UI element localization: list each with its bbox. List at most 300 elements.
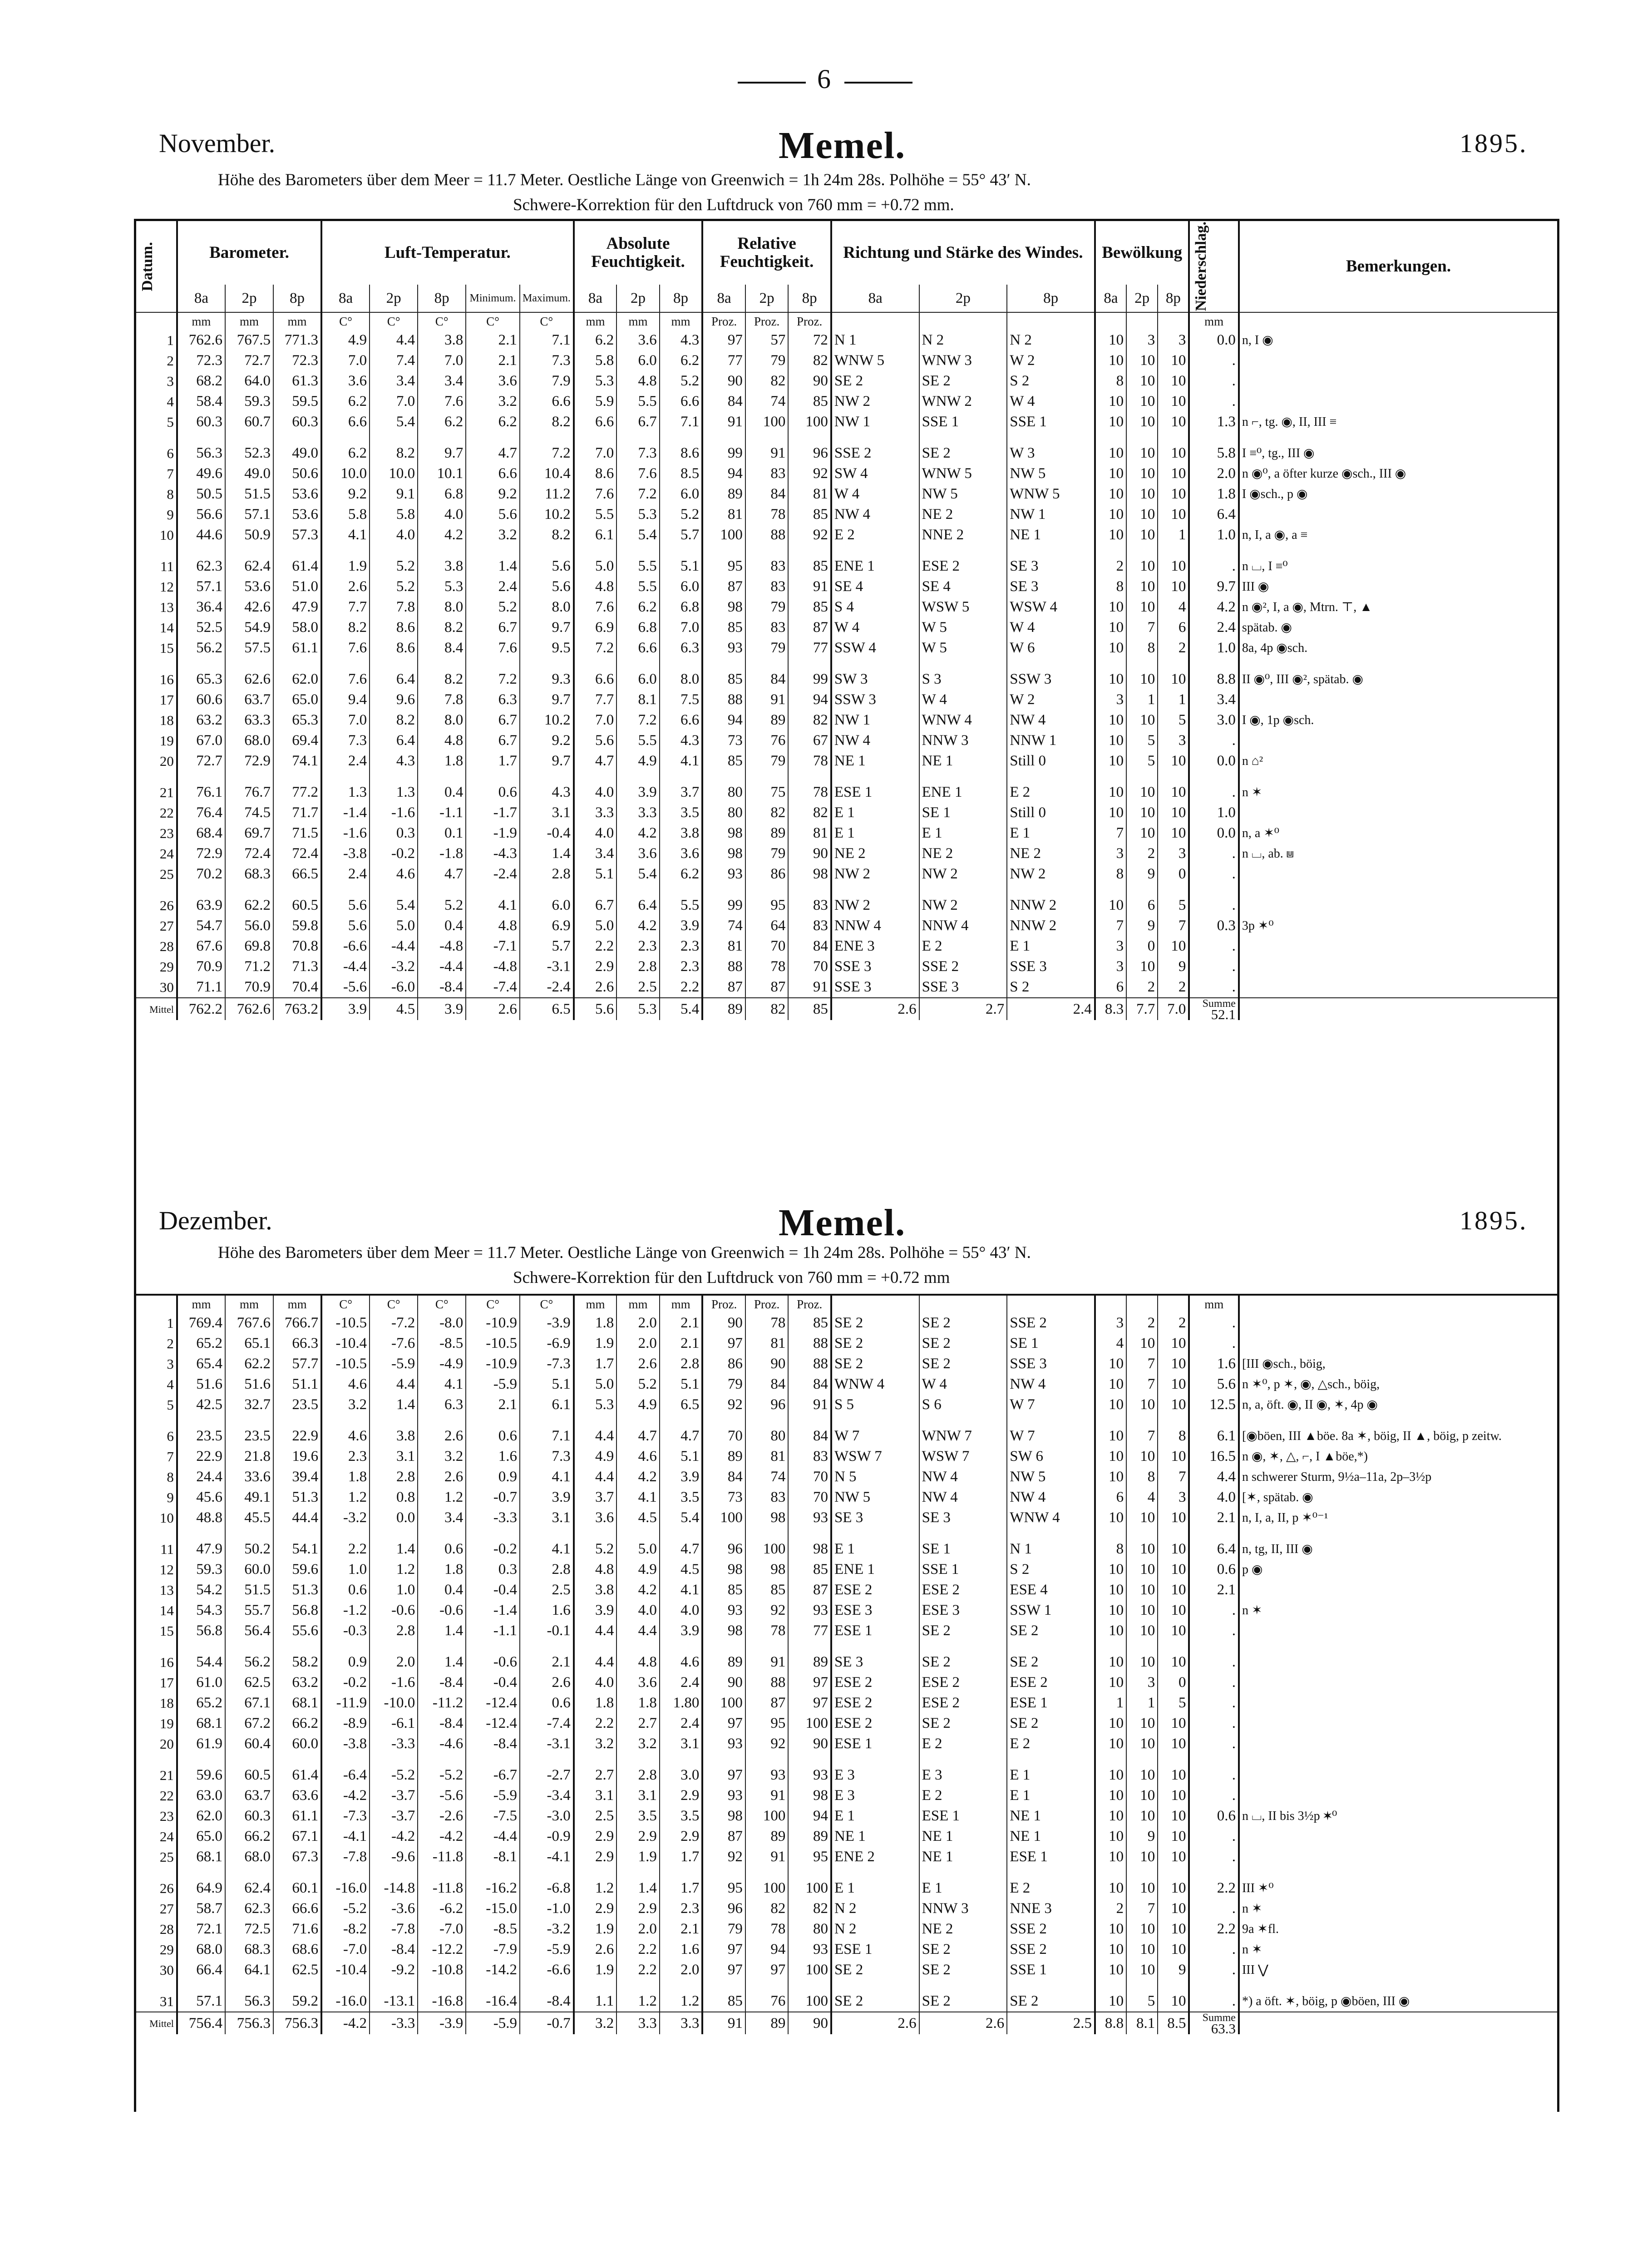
table-cell: -5.2 bbox=[370, 1765, 418, 1785]
table-cell: 10 bbox=[1158, 1878, 1189, 1898]
unit-cell: mm bbox=[273, 312, 321, 330]
table-cell: 2.7 bbox=[574, 1765, 617, 1785]
table-cell: 69.4 bbox=[273, 730, 321, 751]
table-cell: 4.9 bbox=[321, 330, 370, 350]
table-cell: 5.0 bbox=[574, 556, 617, 577]
table-cell: 93 bbox=[702, 1785, 745, 1806]
table-cell: 97 bbox=[702, 1713, 745, 1734]
table-cell: NE 1 bbox=[1007, 525, 1095, 545]
table-cell: 7.6 bbox=[418, 391, 466, 412]
table-cell: . bbox=[1189, 895, 1239, 916]
table-cell: 10 bbox=[1158, 823, 1189, 843]
table-cell: 4.9 bbox=[616, 751, 660, 771]
nov-hdr-temp-min: Minimum. bbox=[466, 285, 520, 312]
table-cell: 10 bbox=[1158, 1580, 1189, 1600]
remark-cell: 3p ✶⁰ bbox=[1239, 916, 1557, 936]
table-cell: 0.6 bbox=[1189, 1806, 1239, 1826]
nov-header-precip: Niederschlag. bbox=[1189, 221, 1239, 312]
table-cell: 1.0 bbox=[321, 1559, 370, 1580]
table-cell: . bbox=[1189, 1313, 1239, 1333]
mean-label: Mittel bbox=[149, 2017, 174, 2029]
table-cell: 65.3 bbox=[273, 710, 321, 730]
table-cell: 9 bbox=[1126, 916, 1158, 936]
table-cell: 61.3 bbox=[273, 371, 321, 391]
table-row bbox=[136, 751, 1557, 771]
table-cell: 52.5 bbox=[177, 617, 225, 638]
table-cell: 3.9 bbox=[616, 782, 660, 803]
table-cell: 10 bbox=[1158, 412, 1189, 432]
table-cell: 56.8 bbox=[273, 1600, 321, 1621]
table-cell: 2.9 bbox=[574, 957, 617, 977]
table-cell: 64.9 bbox=[177, 1878, 225, 1898]
table-cell: 93 bbox=[788, 1765, 831, 1785]
gap-cell bbox=[177, 432, 225, 443]
nov-hdr-temp-max: Maximum. bbox=[520, 285, 574, 312]
table-cell: 9 bbox=[1126, 1826, 1158, 1847]
table-cell: 5.2 bbox=[660, 371, 703, 391]
table-cell: E 1 bbox=[831, 803, 919, 823]
table-cell: 66.5 bbox=[273, 864, 321, 884]
remark-cell: n ⌐, tg. ◉, II, III ≡ bbox=[1239, 412, 1557, 432]
table-cell: 4.2 bbox=[616, 1580, 660, 1600]
table-cell: 44.4 bbox=[273, 1508, 321, 1528]
table-cell: 4.0 bbox=[370, 525, 418, 545]
table-cell: 57.1 bbox=[225, 504, 273, 525]
gap-cell bbox=[616, 658, 660, 669]
table-row bbox=[136, 1847, 1557, 1867]
table-cell: 10 bbox=[1095, 1600, 1126, 1621]
day-cell: 3 bbox=[167, 1356, 174, 1372]
table-cell: 6.6 bbox=[616, 638, 660, 658]
table-row bbox=[136, 525, 1557, 545]
day-cell: 8 bbox=[167, 486, 174, 502]
table-cell: 68.3 bbox=[225, 1939, 273, 1960]
table-cell: NNW 4 bbox=[831, 916, 919, 936]
table-cell: 7.3 bbox=[616, 443, 660, 463]
gap-cell bbox=[745, 771, 789, 782]
table-cell: -2.4 bbox=[466, 864, 520, 884]
gap-cell bbox=[1239, 884, 1557, 895]
table-cell: NNW 4 bbox=[919, 916, 1007, 936]
gap-cell bbox=[1189, 1415, 1239, 1426]
table-cell: 81 bbox=[788, 823, 831, 843]
mean-cell: 2.6 bbox=[466, 998, 520, 1020]
table-cell: W 7 bbox=[1007, 1395, 1095, 1415]
table-cell: 60.4 bbox=[225, 1734, 273, 1754]
gap-cell bbox=[177, 545, 225, 556]
table-cell: 5.8 bbox=[1189, 443, 1239, 463]
table-cell: 4.6 bbox=[660, 1652, 703, 1672]
table-cell: 10.2 bbox=[520, 710, 574, 730]
mean-cell: 89 bbox=[702, 998, 745, 1020]
table-cell: 60.5 bbox=[273, 895, 321, 916]
day-cell: 25 bbox=[159, 1849, 174, 1865]
unit-cell: mm bbox=[177, 312, 225, 330]
table-cell: 89 bbox=[702, 1652, 745, 1672]
table-cell: 5.4 bbox=[660, 1508, 703, 1528]
table-cell: 23.5 bbox=[273, 1395, 321, 1415]
table-row bbox=[136, 823, 1557, 843]
table-cell: 5.0 bbox=[370, 916, 418, 936]
table-cell: 85 bbox=[788, 597, 831, 617]
table-cell: 10 bbox=[1126, 391, 1158, 412]
unit-cell: mm bbox=[1189, 1295, 1239, 1313]
table-cell: -3.9 bbox=[520, 1313, 574, 1333]
table-cell: 85 bbox=[788, 556, 831, 577]
table-cell: 72.5 bbox=[225, 1919, 273, 1939]
gap-cell bbox=[136, 658, 177, 669]
table-cell: 71.2 bbox=[225, 957, 273, 977]
table-cell: 79 bbox=[702, 1374, 745, 1395]
table-cell: 10 bbox=[1095, 350, 1126, 371]
table-cell: SE 2 bbox=[919, 1960, 1007, 1980]
table-cell: 9.7 bbox=[520, 617, 574, 638]
table-cell: 4.0 bbox=[1189, 1487, 1239, 1508]
nov-header-cloud: Bewölkung bbox=[1095, 221, 1189, 285]
table-cell: 70.4 bbox=[273, 977, 321, 998]
table-cell: 1 bbox=[1126, 690, 1158, 710]
table-cell: 10 bbox=[1126, 577, 1158, 597]
table-row bbox=[136, 895, 1557, 916]
table-cell: 5.5 bbox=[660, 895, 703, 916]
table-cell: E 3 bbox=[831, 1765, 919, 1785]
table-cell: 10 bbox=[1095, 1580, 1126, 1600]
table-cell: 92 bbox=[702, 1395, 745, 1415]
gap-cell bbox=[1095, 1867, 1126, 1878]
table-cell: 2.9 bbox=[574, 1898, 617, 1919]
remark-cell bbox=[1239, 1333, 1557, 1354]
table-cell: 57 bbox=[745, 330, 789, 350]
table-cell: E 1 bbox=[919, 823, 1007, 843]
table-cell: 6.7 bbox=[466, 710, 520, 730]
table-cell: 91 bbox=[745, 690, 789, 710]
mean-row bbox=[136, 2012, 1557, 2034]
remark-cell bbox=[1239, 350, 1557, 371]
table-row bbox=[136, 1960, 1557, 1980]
gap-cell bbox=[520, 1754, 574, 1765]
table-cell: 7.6 bbox=[574, 597, 617, 617]
table-cell: 78 bbox=[745, 1621, 789, 1641]
table-row bbox=[136, 484, 1557, 504]
table-cell: 4.9 bbox=[616, 1559, 660, 1580]
table-cell: 63.2 bbox=[273, 1672, 321, 1693]
table-cell: WNW 4 bbox=[919, 710, 1007, 730]
remark-cell: n ✶ bbox=[1239, 1939, 1557, 1960]
table-cell: -8.4 bbox=[370, 1939, 418, 1960]
table-row bbox=[136, 617, 1557, 638]
table-cell: 9.7 bbox=[520, 690, 574, 710]
table-cell: SSE 2 bbox=[1007, 1313, 1095, 1333]
table-cell: 6.3 bbox=[660, 638, 703, 658]
table-cell: 91 bbox=[745, 443, 789, 463]
remark-cell bbox=[1239, 1652, 1557, 1672]
table-cell: . bbox=[1189, 371, 1239, 391]
table-cell: 54.2 bbox=[177, 1580, 225, 1600]
table-cell: 49.1 bbox=[225, 1487, 273, 1508]
table-row bbox=[136, 1621, 1557, 1641]
table-cell: -7.4 bbox=[466, 977, 520, 998]
table-cell: . bbox=[1189, 1693, 1239, 1713]
table-cell: NE 1 bbox=[919, 1847, 1007, 1867]
table-cell: 2.6 bbox=[321, 577, 370, 597]
table-row bbox=[136, 1354, 1557, 1374]
gap-cell bbox=[702, 1528, 745, 1539]
table-cell: -4.4 bbox=[418, 957, 466, 977]
table-cell: 10 bbox=[1095, 1426, 1126, 1446]
unit-cell: mm bbox=[1189, 312, 1239, 330]
gap-cell bbox=[919, 1980, 1007, 1991]
gap-cell bbox=[418, 1528, 466, 1539]
table-cell: 1.8 bbox=[616, 1693, 660, 1713]
table-cell: 78 bbox=[745, 504, 789, 525]
table-cell: 6.2 bbox=[574, 330, 617, 350]
gap-cell bbox=[370, 1528, 418, 1539]
gap-cell bbox=[273, 432, 321, 443]
table-cell: 6.2 bbox=[466, 412, 520, 432]
table-cell: 9.2 bbox=[321, 484, 370, 504]
remark-cell: n ⌴, ab. ⩏ bbox=[1239, 843, 1557, 864]
table-cell: W 5 bbox=[919, 638, 1007, 658]
table-cell: -10.0 bbox=[370, 1693, 418, 1713]
table-cell: 93 bbox=[702, 1734, 745, 1754]
table-cell: 4.0 bbox=[616, 1600, 660, 1621]
table-cell: NNW 3 bbox=[919, 730, 1007, 751]
table-cell: WNW 5 bbox=[919, 463, 1007, 484]
mean-cell: 756.4 bbox=[177, 2012, 225, 2034]
nov-hdr-temp-2p: 2p bbox=[370, 285, 418, 312]
nov-hdr-wind-8a: 8a bbox=[831, 285, 919, 312]
remark-cell: n, a ✶⁰ bbox=[1239, 823, 1557, 843]
remark-cell: I ≡⁰, tg., III ◉ bbox=[1239, 443, 1557, 463]
gap-cell bbox=[745, 432, 789, 443]
table-cell: 82 bbox=[745, 1898, 789, 1919]
gap-cell bbox=[660, 884, 703, 895]
table-cell: 87 bbox=[745, 977, 789, 998]
table-cell: 5.6 bbox=[520, 556, 574, 577]
table-cell: 97 bbox=[745, 1960, 789, 1980]
table-cell: ESE 1 bbox=[831, 1734, 919, 1754]
table-cell: 82 bbox=[745, 803, 789, 823]
table-cell: 68.1 bbox=[177, 1847, 225, 1867]
unit-cell bbox=[919, 1295, 1007, 1313]
table-cell: 0.4 bbox=[418, 782, 466, 803]
gap-cell bbox=[177, 658, 225, 669]
table-cell: 2 bbox=[1126, 1313, 1158, 1333]
table-cell: -3.0 bbox=[520, 1806, 574, 1826]
table-row bbox=[136, 1508, 1557, 1528]
table-cell: -7.5 bbox=[466, 1806, 520, 1826]
table-cell: 100 bbox=[702, 1693, 745, 1713]
gap-cell bbox=[177, 1641, 225, 1652]
table-cell: 1.9 bbox=[616, 1847, 660, 1867]
table-cell: 7 bbox=[1126, 1426, 1158, 1446]
gap-cell bbox=[788, 771, 831, 782]
table-cell: 4.0 bbox=[660, 1600, 703, 1621]
table-cell: NNW 1 bbox=[1007, 730, 1095, 751]
table-cell: 4.4 bbox=[574, 1467, 617, 1487]
table-cell: 4.4 bbox=[1189, 1467, 1239, 1487]
table-cell: 73 bbox=[702, 730, 745, 751]
gap-cell bbox=[273, 1528, 321, 1539]
table-cell: . bbox=[1189, 864, 1239, 884]
table-cell: 4.1 bbox=[616, 1487, 660, 1508]
day-cell: 18 bbox=[159, 1695, 174, 1711]
day-cell: 15 bbox=[159, 1623, 174, 1639]
table-cell: 10 bbox=[1158, 484, 1189, 504]
gap-cell bbox=[225, 1867, 273, 1878]
table-cell: -16.4 bbox=[466, 1991, 520, 2012]
gap-cell bbox=[1126, 432, 1158, 443]
table-cell: 4.3 bbox=[370, 751, 418, 771]
table-cell: 51.0 bbox=[273, 577, 321, 597]
table-cell: W 5 bbox=[919, 617, 1007, 638]
table-cell: S 6 bbox=[919, 1395, 1007, 1415]
table-cell: 57.1 bbox=[177, 1991, 225, 2012]
table-cell: 10 bbox=[1095, 504, 1126, 525]
table-cell: NW 4 bbox=[1007, 1487, 1095, 1508]
table-cell: . bbox=[1189, 1939, 1239, 1960]
table-cell: 100 bbox=[702, 1508, 745, 1528]
table-cell: E 2 bbox=[919, 1785, 1007, 1806]
gap-cell bbox=[1126, 1754, 1158, 1765]
gap-cell bbox=[418, 545, 466, 556]
nov-hdr-bar-2p: 2p bbox=[225, 285, 273, 312]
table-cell: 70.9 bbox=[177, 957, 225, 977]
table-cell: -5.2 bbox=[321, 1898, 370, 1919]
table-cell: 3.4 bbox=[1189, 690, 1239, 710]
table-cell: W 2 bbox=[1007, 350, 1095, 371]
unit-cell: C° bbox=[466, 312, 520, 330]
unit-cell bbox=[1239, 312, 1557, 330]
gap-cell bbox=[1126, 545, 1158, 556]
table-cell: -3.2 bbox=[370, 957, 418, 977]
gap-cell bbox=[831, 1980, 919, 1991]
table-cell: 5.3 bbox=[574, 371, 617, 391]
table-cell: 84 bbox=[702, 1467, 745, 1487]
gap-cell bbox=[1095, 1415, 1126, 1426]
table-cell: -6.1 bbox=[370, 1713, 418, 1734]
table-cell: 7.0 bbox=[321, 350, 370, 371]
table-cell: 65.3 bbox=[177, 669, 225, 690]
table-cell: 70 bbox=[788, 1487, 831, 1508]
table-cell: E 1 bbox=[831, 1878, 919, 1898]
table-cell: SE 1 bbox=[919, 1539, 1007, 1559]
table-cell: 79 bbox=[745, 350, 789, 371]
table-cell: 86 bbox=[702, 1354, 745, 1374]
table-cell: SSE 1 bbox=[919, 412, 1007, 432]
remark-cell bbox=[1239, 730, 1557, 751]
table-cell: 89 bbox=[788, 1652, 831, 1672]
table-cell: 2.8 bbox=[520, 864, 574, 884]
table-cell: W 4 bbox=[1007, 617, 1095, 638]
table-cell: 2.1 bbox=[520, 1652, 574, 1672]
table-cell: 84 bbox=[788, 1374, 831, 1395]
table-cell: 67.2 bbox=[225, 1713, 273, 1734]
unit-cell: mm bbox=[225, 1295, 273, 1313]
table-cell: 3.1 bbox=[616, 1785, 660, 1806]
table-cell: -1.1 bbox=[418, 803, 466, 823]
table-cell: 85 bbox=[702, 1580, 745, 1600]
table-cell: 10 bbox=[1095, 1806, 1126, 1826]
table-cell: NW 4 bbox=[919, 1487, 1007, 1508]
table-cell: 4.7 bbox=[418, 864, 466, 884]
table-cell: -8.1 bbox=[466, 1847, 520, 1867]
table-cell: 54.3 bbox=[177, 1600, 225, 1621]
day-cell: 6 bbox=[167, 445, 174, 461]
gap-cell bbox=[702, 1980, 745, 1991]
table-cell: 1.6 bbox=[520, 1600, 574, 1621]
gap-cell bbox=[831, 884, 919, 895]
table-cell: 1.2 bbox=[321, 1487, 370, 1508]
table-cell: 47.9 bbox=[273, 597, 321, 617]
table-cell: 10 bbox=[1095, 443, 1126, 463]
precip-sum bbox=[1189, 2012, 1239, 2034]
table-cell: 1.9 bbox=[574, 1919, 617, 1939]
table-cell: 81 bbox=[702, 504, 745, 525]
table-cell: 1.8 bbox=[574, 1693, 617, 1713]
mean-cell: 756.3 bbox=[225, 2012, 273, 2034]
table-cell: 83 bbox=[745, 577, 789, 597]
gap-cell bbox=[177, 1980, 225, 1991]
gap-cell bbox=[660, 432, 703, 443]
table-cell: 90 bbox=[788, 371, 831, 391]
table-cell: -3.2 bbox=[321, 1508, 370, 1528]
mean-cell: 7.7 bbox=[1126, 998, 1158, 1020]
table-cell: 762.6 bbox=[177, 330, 225, 350]
table-cell: 10 bbox=[1095, 391, 1126, 412]
gap-cell bbox=[1239, 658, 1557, 669]
table-cell: W 7 bbox=[1007, 1426, 1095, 1446]
table-cell: 4.6 bbox=[321, 1426, 370, 1446]
nov-hdr-wind-2p: 2p bbox=[919, 285, 1007, 312]
table-cell: 1.8 bbox=[321, 1467, 370, 1487]
table-cell: -8.4 bbox=[418, 1713, 466, 1734]
table-cell: 98 bbox=[702, 1806, 745, 1826]
gap-cell bbox=[1126, 658, 1158, 669]
day-cell: 9 bbox=[167, 507, 174, 523]
table-cell: 85 bbox=[702, 1991, 745, 2012]
table-cell: NNE 2 bbox=[919, 525, 1007, 545]
table-cell: 10 bbox=[1158, 1898, 1189, 1919]
gap-cell bbox=[177, 884, 225, 895]
table-cell: 69.7 bbox=[225, 823, 273, 843]
table-cell: 6 bbox=[1095, 977, 1126, 998]
gap-cell bbox=[831, 658, 919, 669]
table-cell: 10.4 bbox=[520, 463, 574, 484]
table-cell: 4.7 bbox=[616, 1426, 660, 1446]
table-cell: 10 bbox=[1158, 504, 1189, 525]
table-cell: NE 1 bbox=[919, 1826, 1007, 1847]
table-cell: SE 2 bbox=[831, 1354, 919, 1374]
table-cell: 10 bbox=[1095, 1467, 1126, 1487]
table-cell: 6.6 bbox=[321, 412, 370, 432]
table-cell: -0.2 bbox=[466, 1539, 520, 1559]
table-cell: 1.2 bbox=[616, 1991, 660, 2012]
unit-cell: mm bbox=[177, 1295, 225, 1313]
table-cell: 10 bbox=[1126, 957, 1158, 977]
remark-cell: spätab. ◉ bbox=[1239, 617, 1557, 638]
table-cell: NW 5 bbox=[831, 1487, 919, 1508]
table-cell: W 4 bbox=[831, 484, 919, 504]
table-cell: 79 bbox=[702, 1919, 745, 1939]
table-cell: 84 bbox=[745, 1374, 789, 1395]
table-cell: 66.3 bbox=[273, 1333, 321, 1354]
table-cell: SW 6 bbox=[1007, 1446, 1095, 1467]
day-cell: 24 bbox=[159, 846, 174, 862]
table-cell: 10 bbox=[1158, 1939, 1189, 1960]
table-cell: -2.6 bbox=[418, 1806, 466, 1826]
table-cell: 5.4 bbox=[616, 864, 660, 884]
